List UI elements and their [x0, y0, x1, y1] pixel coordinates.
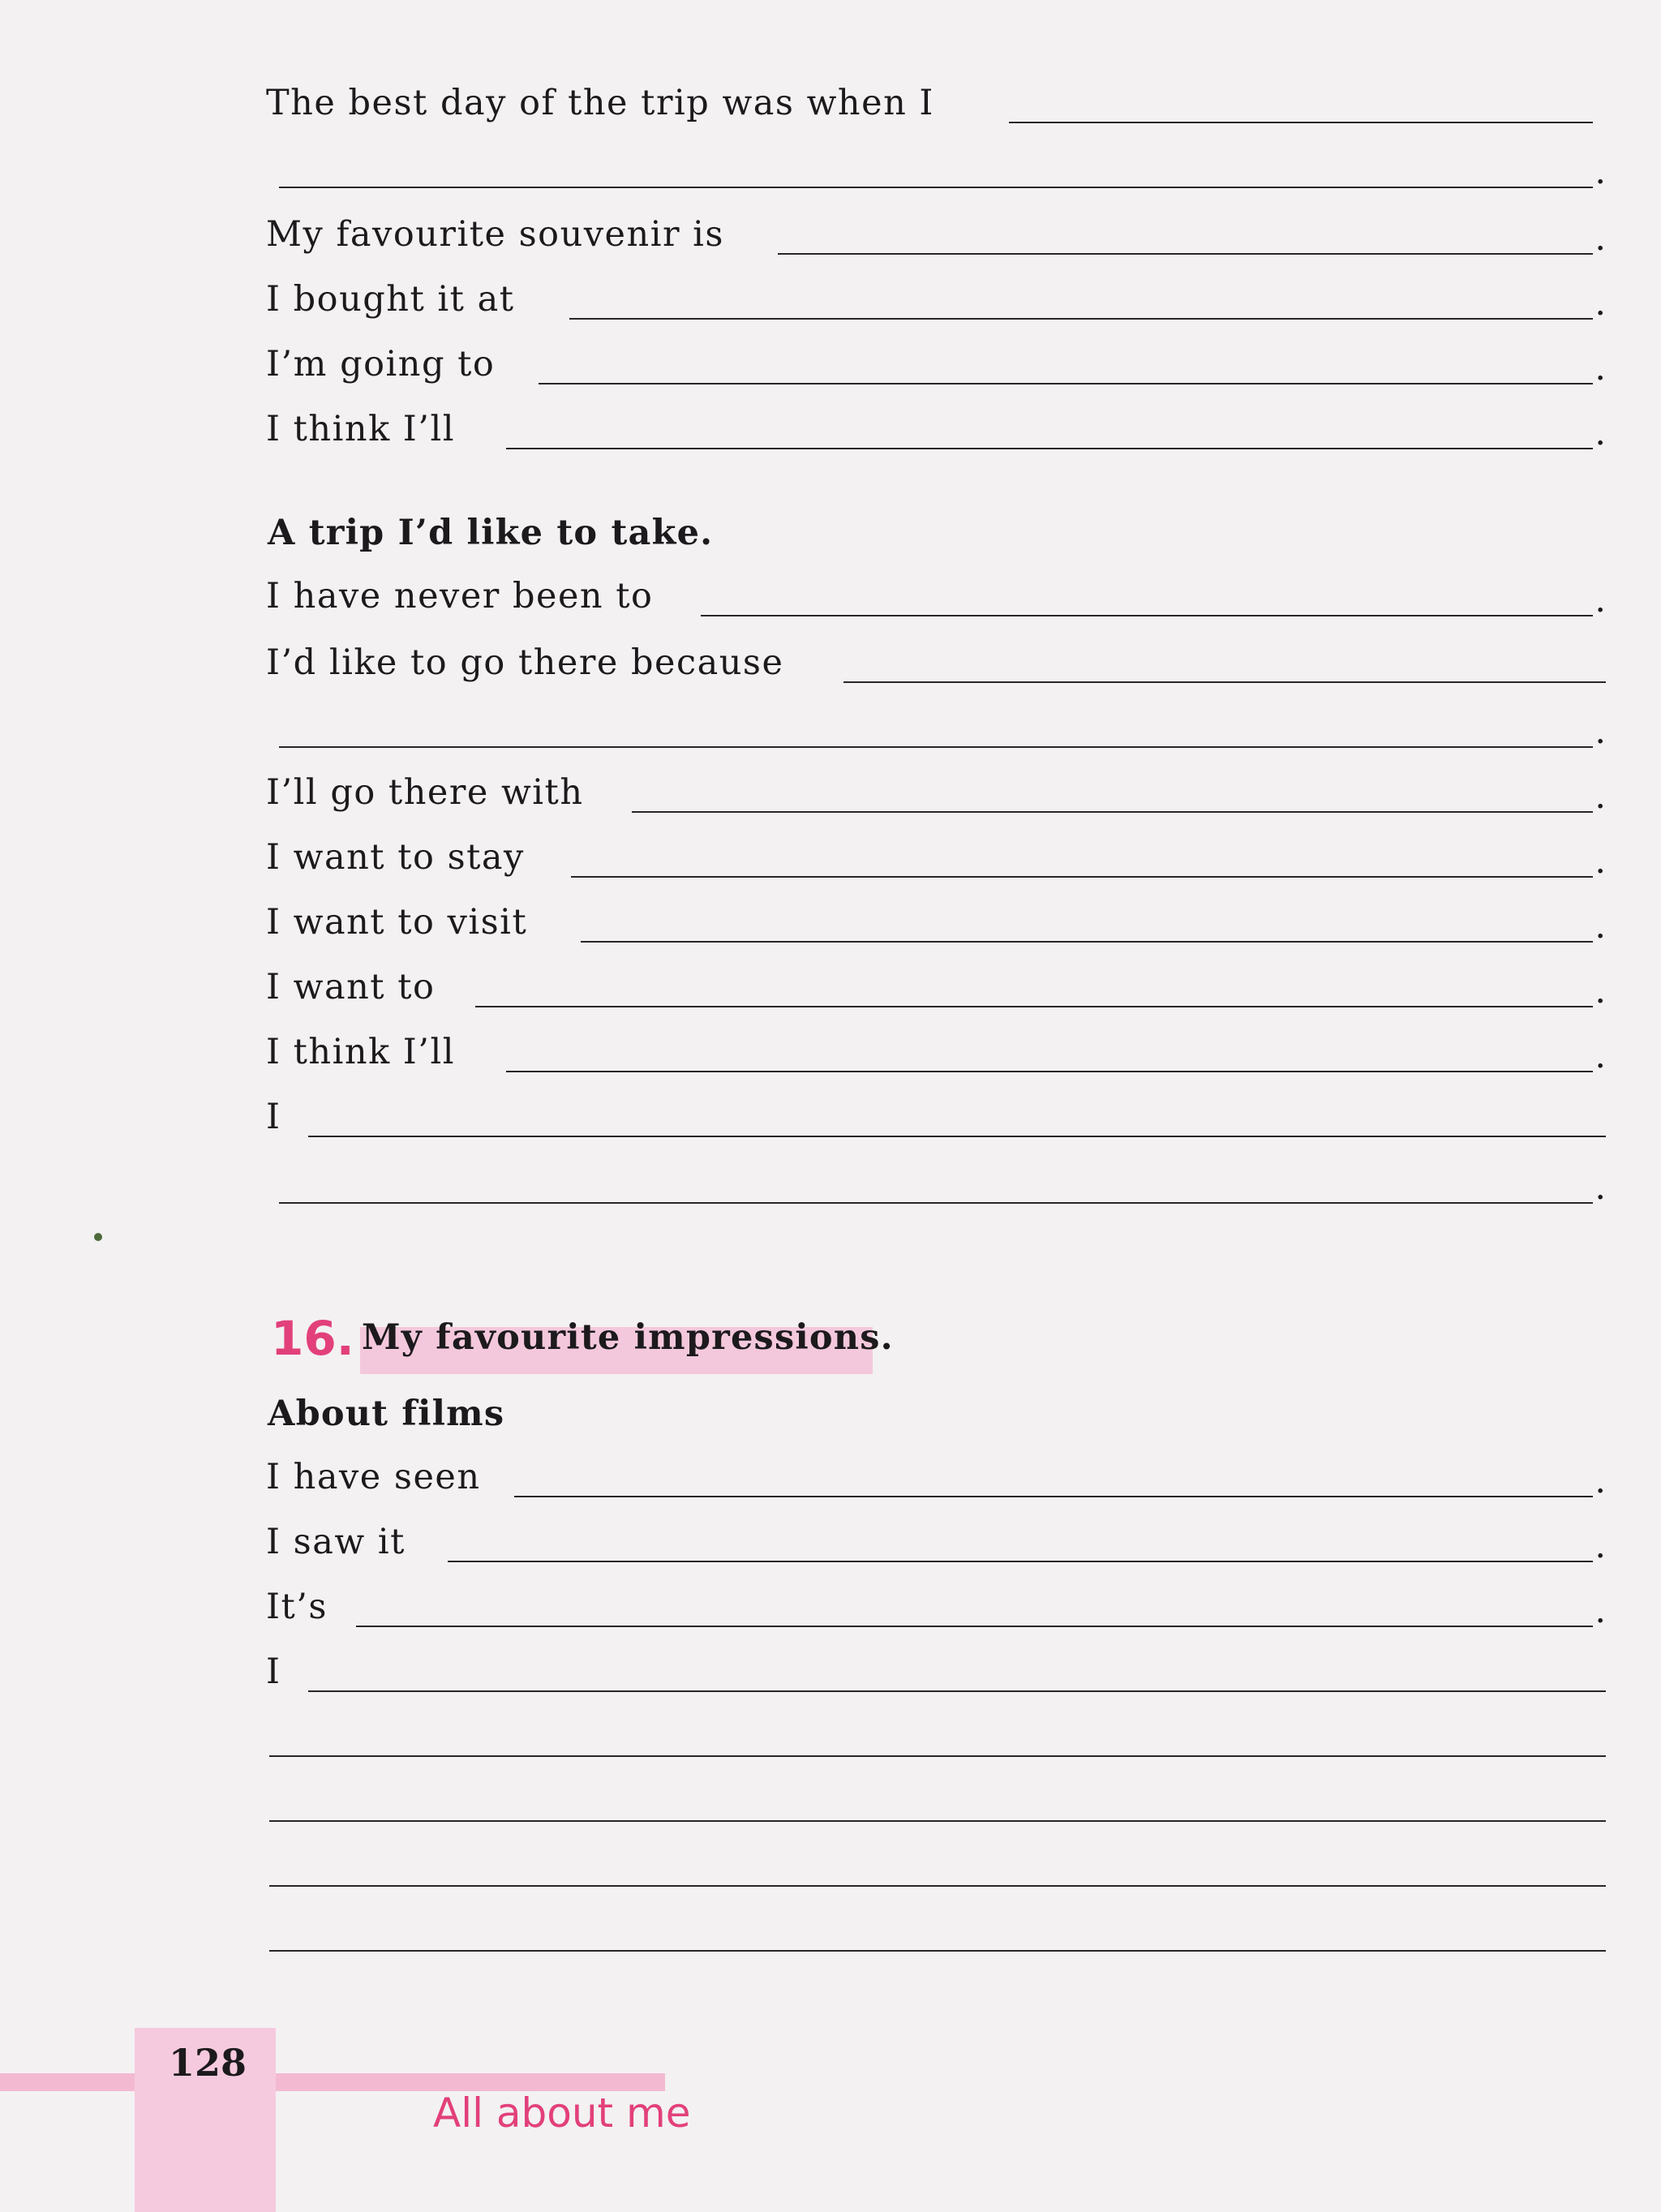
answer-blank[interactable] — [269, 1885, 1606, 1887]
going-to-label: I’m going to — [266, 344, 496, 384]
exercise-number: 16. — [271, 1311, 354, 1366]
footer-stripe — [0, 2073, 665, 2091]
answer-blank[interactable] — [778, 253, 1593, 255]
want-visit-line[interactable]: I want to visit . — [266, 902, 1606, 947]
think-line[interactable]: I think I’ll . — [266, 409, 1606, 453]
its-line[interactable]: It’s . — [266, 1587, 1606, 1631]
like-to-go-continuation-line[interactable]: . — [266, 706, 1606, 754]
films-blank-line-4[interactable] — [266, 1909, 1606, 1958]
future-i-label: I — [266, 1097, 281, 1137]
films-blank-line-2[interactable] — [266, 1780, 1606, 1828]
future-trip-heading: A trip I’d like to take. — [268, 513, 714, 553]
future-i-line[interactable] — [266, 1095, 1606, 1144]
exercise-title: My favourite impressions. — [362, 1317, 894, 1358]
answer-blank[interactable] — [448, 1561, 1593, 1562]
answer-blank[interactable] — [475, 1006, 1593, 1007]
films-blank-line-1[interactable] — [266, 1715, 1606, 1763]
like-to-go-label: I’d like to go there because — [266, 642, 784, 683]
answer-blank[interactable] — [356, 1626, 1593, 1627]
never-been-label: I have never been to — [266, 576, 654, 616]
bought-at-label: I bought it at — [266, 279, 515, 320]
have-seen-label: I have seen — [266, 1457, 481, 1497]
answer-blank[interactable] — [308, 1690, 1606, 1692]
answer-blank[interactable] — [514, 1496, 1593, 1497]
margin-speck — [94, 1233, 102, 1241]
answer-blank[interactable] — [279, 1202, 1593, 1204]
answer-blank[interactable] — [279, 746, 1593, 748]
answer-blank[interactable] — [701, 615, 1593, 616]
like-to-go-line[interactable] — [266, 641, 1606, 689]
answer-blank[interactable] — [506, 448, 1593, 449]
answer-blank[interactable] — [279, 187, 1593, 188]
answer-blank[interactable] — [632, 811, 1593, 813]
page-number: 128 — [169, 2041, 247, 2085]
going-to-line[interactable]: I’m going to . — [266, 344, 1606, 389]
about-films-heading: About films — [268, 1394, 505, 1434]
saw-it-line[interactable]: I saw it . — [266, 1522, 1606, 1566]
want-stay-line[interactable]: I want to stay . — [266, 837, 1606, 882]
want-to-line[interactable]: I want to . — [266, 967, 1606, 1012]
bought-at-line[interactable]: I bought it at . — [266, 279, 1606, 324]
future-i-continuation-line[interactable]: . — [266, 1162, 1606, 1210]
films-blank-line-3[interactable] — [266, 1845, 1606, 1893]
films-i-label: I — [266, 1651, 281, 1692]
saw-it-label: I saw it — [266, 1522, 406, 1562]
want-to-label: I want to — [266, 967, 436, 1007]
section-name: All about me — [433, 2090, 691, 2137]
answer-blank[interactable] — [569, 318, 1593, 320]
go-with-line[interactable]: I’ll go there with . — [266, 772, 1606, 817]
best-day-line[interactable] — [266, 81, 1606, 130]
future-think-line[interactable]: I think I’ll . — [266, 1032, 1606, 1076]
souvenir-line[interactable]: My favourite souvenir is . — [266, 214, 1606, 259]
go-with-label: I’ll go there with — [266, 772, 584, 813]
answer-blank[interactable] — [308, 1136, 1606, 1137]
want-visit-label: I want to visit — [266, 902, 528, 943]
best-day-label: The best day of the trip was when I — [266, 83, 934, 123]
souvenir-label: My favourite souvenir is — [266, 214, 724, 255]
never-been-line[interactable]: I have never been to . — [266, 576, 1606, 621]
answer-blank[interactable] — [269, 1755, 1606, 1757]
answer-blank[interactable] — [269, 1950, 1606, 1952]
answer-blank[interactable] — [581, 941, 1593, 943]
want-stay-label: I want to stay — [266, 837, 525, 878]
best-day-continuation-line[interactable]: . — [266, 146, 1606, 195]
answer-blank[interactable] — [571, 876, 1593, 878]
answer-blank[interactable] — [269, 1820, 1606, 1822]
its-label: It’s — [266, 1587, 328, 1627]
answer-blank[interactable] — [1009, 122, 1593, 123]
future-think-label: I think I’ll — [266, 1032, 455, 1072]
answer-blank[interactable] — [506, 1071, 1593, 1072]
films-i-line[interactable] — [266, 1650, 1606, 1699]
think-label: I think I’ll — [266, 409, 455, 449]
have-seen-line[interactable]: I have seen . — [266, 1457, 1606, 1501]
answer-blank[interactable] — [539, 383, 1593, 384]
answer-blank[interactable] — [843, 681, 1606, 683]
